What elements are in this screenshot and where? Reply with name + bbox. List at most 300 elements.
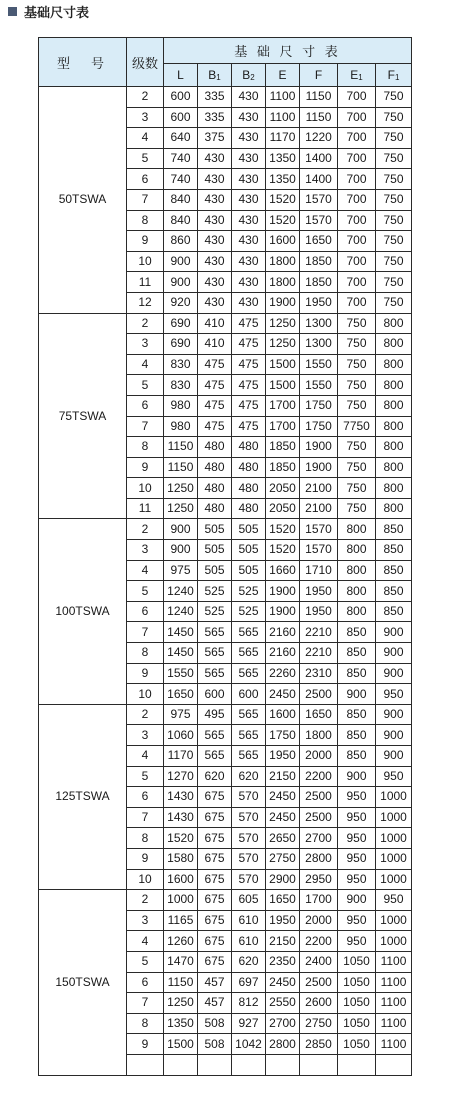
dimension-cell: 1150 [300, 107, 338, 128]
dimension-cell: 620 [232, 766, 266, 787]
column-header-label: E [350, 68, 359, 82]
dimension-cell: 675 [198, 910, 232, 931]
stage-cell: 6 [127, 169, 164, 190]
column-header-label: B [242, 68, 251, 82]
dimension-cell: 600 [164, 107, 198, 128]
dimension-cell: 750 [376, 107, 412, 128]
column-header [164, 64, 198, 87]
dimension-cell: 800 [376, 416, 412, 437]
dimension-cell: 1550 [300, 375, 338, 396]
dimension-cell: 430 [232, 169, 266, 190]
dimension-cell: 675 [198, 787, 232, 808]
column-header-label: F [387, 68, 395, 82]
dimension-cell: 1580 [164, 848, 198, 869]
dimension-cell: 565 [198, 643, 232, 664]
dimension-cell [198, 1054, 232, 1075]
dimension-cell: 430 [232, 210, 266, 231]
stage-cell: 10 [127, 251, 164, 272]
dimension-cell: 840 [164, 189, 198, 210]
dimension-cell: 700 [338, 107, 376, 128]
dimension-cell: 2500 [300, 972, 338, 993]
stage-cell: 11 [127, 272, 164, 293]
dimension-cell: 850 [338, 643, 376, 664]
dimension-cell: 850 [376, 519, 412, 540]
dimension-cell: 900 [376, 746, 412, 767]
dimension-cell: 2800 [300, 848, 338, 869]
dimension-cell: 850 [338, 704, 376, 725]
stage-cell: 8 [127, 437, 164, 458]
dimension-cell: 690 [164, 334, 198, 355]
stage-cell: 4 [127, 128, 164, 149]
dimension-cell: 812 [232, 993, 266, 1014]
dimension-cell [376, 1054, 412, 1075]
dimension-cell: 700 [338, 169, 376, 190]
dimension-cell: 565 [232, 622, 266, 643]
dimension-cell: 900 [376, 704, 412, 725]
dimension-cell: 1000 [376, 807, 412, 828]
dimension-cell: 410 [198, 313, 232, 334]
dimension-cell: 1350 [266, 148, 300, 169]
dimension-cell: 2210 [300, 622, 338, 643]
dimension-cell: 565 [198, 725, 232, 746]
model-header: 型 号 [39, 38, 127, 87]
dimension-cell: 1550 [164, 663, 198, 684]
dimension-cell: 1950 [300, 581, 338, 602]
dimension-cell: 430 [232, 251, 266, 272]
dimension-cell: 900 [164, 251, 198, 272]
dimension-cell: 2650 [266, 828, 300, 849]
column-header-label: F [314, 68, 323, 82]
dimension-cell: 1520 [164, 828, 198, 849]
column-header [338, 64, 376, 87]
stage-cell: 11 [127, 498, 164, 519]
dimension-cell: 2100 [300, 498, 338, 519]
dimension-cell: 430 [198, 148, 232, 169]
dimension-cell: 750 [338, 457, 376, 478]
dimension-cell: 2050 [266, 478, 300, 499]
dimension-cell: 2750 [300, 1013, 338, 1034]
dimension-cell: 620 [232, 951, 266, 972]
dimension-cell: 1570 [300, 189, 338, 210]
dimension-cell: 1050 [338, 972, 376, 993]
dimension-cell: 675 [198, 931, 232, 952]
dimension-cell: 900 [338, 684, 376, 705]
dimension-cell: 1240 [164, 601, 198, 622]
dimension-cell: 1100 [266, 107, 300, 128]
dimension-cell: 950 [338, 787, 376, 808]
stage-cell: 4 [127, 931, 164, 952]
dimension-cell: 375 [198, 128, 232, 149]
stage-cell: 2 [127, 313, 164, 334]
dimension-cell: 740 [164, 169, 198, 190]
stage-cell: 5 [127, 766, 164, 787]
dimension-cell: 2100 [300, 478, 338, 499]
stage-cell: 3 [127, 540, 164, 561]
bullet-square-icon [8, 7, 17, 16]
stage-cell: 7 [127, 416, 164, 437]
stage-cell: 4 [127, 746, 164, 767]
dimension-group-header: 基 础 尺 寸 表 [164, 38, 412, 64]
table-row [39, 313, 412, 334]
column-header [232, 64, 266, 87]
dimension-cell: 430 [198, 169, 232, 190]
dimension-cell: 565 [198, 622, 232, 643]
dimension-cell: 600 [164, 87, 198, 108]
stage-cell: 6 [127, 972, 164, 993]
dimension-cell: 1800 [266, 272, 300, 293]
dimension-cell: 475 [232, 375, 266, 396]
dimension-cell: 475 [232, 416, 266, 437]
column-header [198, 64, 232, 87]
table-row [39, 87, 412, 108]
dimension-cell: 1600 [266, 704, 300, 725]
stage-cell: 8 [127, 1013, 164, 1034]
model-cell: 125TSWA [39, 704, 127, 889]
dimension-cell: 800 [376, 375, 412, 396]
dimension-cell: 1050 [338, 1034, 376, 1055]
dimension-cell: 1000 [376, 787, 412, 808]
dimension-cell: 1550 [300, 354, 338, 375]
dimension-cell: 2450 [266, 787, 300, 808]
dimension-cell: 1950 [300, 601, 338, 622]
stage-cell: 3 [127, 910, 164, 931]
dimension-cell: 1050 [338, 993, 376, 1014]
dimension-cell: 600 [198, 684, 232, 705]
dimension-cell: 475 [232, 334, 266, 355]
dimension-cell: 605 [232, 890, 266, 911]
stage-cell: 9 [127, 1034, 164, 1055]
dimension-cell: 2900 [266, 869, 300, 890]
dimension-cell: 1660 [266, 560, 300, 581]
dimension-cell: 2200 [300, 931, 338, 952]
dimension-cell: 2310 [300, 663, 338, 684]
dimension-cell: 1700 [266, 395, 300, 416]
dimension-cell: 1250 [164, 498, 198, 519]
dimension-cell: 800 [338, 519, 376, 540]
dimension-cell: 1520 [266, 540, 300, 561]
dimension-cell: 525 [198, 581, 232, 602]
dimension-cell: 1520 [266, 519, 300, 540]
dimension-cell: 850 [376, 601, 412, 622]
dimension-cell: 565 [232, 746, 266, 767]
dimension-cell: 750 [376, 251, 412, 272]
dimension-cell: 2500 [300, 684, 338, 705]
stage-cell: 10 [127, 684, 164, 705]
dimension-cell: 700 [338, 272, 376, 293]
dimension-cell: 570 [232, 807, 266, 828]
dimension-cell: 900 [376, 663, 412, 684]
dimension-cell: 1800 [300, 725, 338, 746]
dimension-cell: 1570 [300, 540, 338, 561]
dimension-cell: 1240 [164, 581, 198, 602]
dimension-cell: 1650 [300, 231, 338, 252]
dimension-cell [300, 1054, 338, 1075]
dimension-cell: 900 [376, 622, 412, 643]
column-header-subscript: 1 [394, 73, 400, 82]
stage-cell: 5 [127, 148, 164, 169]
dimension-cell: 850 [376, 540, 412, 561]
dimension-cell: 1050 [338, 951, 376, 972]
dimension-cell: 1450 [164, 643, 198, 664]
dimension-cell: 950 [338, 869, 376, 890]
dimension-cell: 750 [376, 210, 412, 231]
dimension-cell: 2150 [266, 931, 300, 952]
dimension-cell: 1470 [164, 951, 198, 972]
stage-cell: 9 [127, 457, 164, 478]
dimension-cell: 750 [376, 272, 412, 293]
stage-cell: 9 [127, 663, 164, 684]
dimension-cell: 1170 [164, 746, 198, 767]
stage-cell: 4 [127, 354, 164, 375]
dimension-cell: 525 [232, 581, 266, 602]
dimension-cell: 505 [198, 540, 232, 561]
dimension-cell: 1000 [376, 931, 412, 952]
dimension-cell: 920 [164, 292, 198, 313]
dimension-cell: 1500 [164, 1034, 198, 1055]
stage-cell: 2 [127, 87, 164, 108]
dimension-cell: 700 [338, 231, 376, 252]
dimension-cell: 2800 [266, 1034, 300, 1055]
model-cell: 150TSWA [39, 890, 127, 1075]
dimension-cell: 7750 [338, 416, 376, 437]
dimension-cell: 1950 [266, 746, 300, 767]
dimension-cell: 430 [232, 189, 266, 210]
dimension-cell: 1150 [164, 972, 198, 993]
stage-cell: 6 [127, 787, 164, 808]
dimension-cell: 1000 [164, 890, 198, 911]
dimension-cell: 457 [198, 993, 232, 1014]
stage-cell: 8 [127, 828, 164, 849]
dimension-cell: 950 [376, 890, 412, 911]
stage-cell: 10 [127, 869, 164, 890]
dimension-cell: 1850 [300, 251, 338, 272]
column-header-subscript: 1 [216, 73, 221, 82]
dimension-cell: 800 [376, 313, 412, 334]
dimension-cell: 565 [232, 725, 266, 746]
dimension-cell: 1350 [266, 169, 300, 190]
dimension-cell: 505 [198, 519, 232, 540]
section-heading [8, 2, 89, 20]
column-header-label: E [278, 68, 287, 82]
foundation-dimensions-table [38, 37, 412, 1076]
dimension-cell: 690 [164, 313, 198, 334]
dimension-cell: 850 [338, 622, 376, 643]
dimension-cell: 980 [164, 416, 198, 437]
dimension-cell: 565 [232, 704, 266, 725]
dimension-cell: 1350 [164, 1013, 198, 1034]
dimension-cell: 850 [338, 725, 376, 746]
dimension-cell: 750 [338, 334, 376, 355]
dimension-cell: 430 [232, 128, 266, 149]
dimension-cell: 475 [198, 375, 232, 396]
dimension-cell: 2400 [300, 951, 338, 972]
dimension-cell: 1950 [266, 910, 300, 931]
dimension-cell: 2050 [266, 498, 300, 519]
dimension-cell: 1600 [164, 869, 198, 890]
dimension-cell: 750 [376, 128, 412, 149]
stage-cell: 9 [127, 231, 164, 252]
dimension-cell: 2000 [300, 910, 338, 931]
dimension-cell: 480 [232, 478, 266, 499]
dimension-cell: 570 [232, 869, 266, 890]
column-header-subscript: 1 [358, 73, 363, 82]
dimension-cell: 800 [376, 437, 412, 458]
dimension-cell: 430 [198, 272, 232, 293]
dimension-cell [338, 1054, 376, 1075]
stage-cell: 5 [127, 375, 164, 396]
dimension-cell: 900 [338, 890, 376, 911]
dimension-cell [266, 1054, 300, 1075]
dimension-cell: 1000 [376, 848, 412, 869]
dimension-cell: 475 [198, 416, 232, 437]
dimension-cell: 1042 [232, 1034, 266, 1055]
dimension-cell: 430 [232, 272, 266, 293]
dimension-cell: 525 [232, 601, 266, 622]
dimension-cell: 480 [198, 478, 232, 499]
dimension-cell: 565 [232, 663, 266, 684]
dimension-cell: 1060 [164, 725, 198, 746]
dimension-cell: 750 [376, 87, 412, 108]
dimension-cell: 1260 [164, 931, 198, 952]
dimension-cell: 430 [232, 292, 266, 313]
dimension-cell: 430 [232, 107, 266, 128]
dimension-cell: 850 [376, 560, 412, 581]
stage-cell: 2 [127, 519, 164, 540]
stage-cell: 12 [127, 292, 164, 313]
dimension-cell: 900 [164, 540, 198, 561]
stage-cell: 10 [127, 478, 164, 499]
dimension-cell: 950 [338, 848, 376, 869]
dimension-cell [164, 1054, 198, 1075]
column-header-label: B [208, 68, 217, 82]
dimension-cell: 2700 [300, 828, 338, 849]
dimension-cell: 1150 [300, 87, 338, 108]
column-header [266, 64, 300, 87]
column-header-label: L [177, 68, 184, 82]
dimension-cell: 2950 [300, 869, 338, 890]
dimension-cell: 975 [164, 560, 198, 581]
dimension-cell: 1750 [300, 395, 338, 416]
dimension-cell: 800 [338, 560, 376, 581]
dimension-cell: 430 [198, 231, 232, 252]
dimension-cell: 740 [164, 148, 198, 169]
dimension-cell: 1570 [300, 210, 338, 231]
stage-cell: 8 [127, 210, 164, 231]
dimension-cell: 927 [232, 1013, 266, 1034]
dimension-cell: 610 [232, 931, 266, 952]
dimension-cell: 700 [338, 210, 376, 231]
dimension-cell: 335 [198, 107, 232, 128]
dimension-cell: 800 [338, 601, 376, 622]
dimension-cell: 1000 [376, 869, 412, 890]
dimension-cell: 1600 [266, 231, 300, 252]
dimension-cell: 475 [232, 313, 266, 334]
dimension-cell: 570 [232, 828, 266, 849]
dimension-cell: 1430 [164, 807, 198, 828]
dimension-cell: 800 [376, 354, 412, 375]
dimension-cell: 750 [376, 292, 412, 313]
dimension-cell: 750 [338, 354, 376, 375]
dimension-cell: 1300 [300, 313, 338, 334]
dimension-cell: 750 [376, 231, 412, 252]
dimension-cell: 700 [338, 189, 376, 210]
dimension-cell: 900 [164, 519, 198, 540]
dimension-cell: 1700 [266, 416, 300, 437]
dimension-cell: 800 [338, 581, 376, 602]
dimension-cell: 700 [338, 292, 376, 313]
dimension-cell: 1100 [376, 1034, 412, 1055]
stage-cell: 3 [127, 725, 164, 746]
column-header [300, 64, 338, 87]
dimension-cell: 1270 [164, 766, 198, 787]
dimension-cell: 505 [198, 560, 232, 581]
dimension-cell: 1300 [300, 334, 338, 355]
dimension-cell: 1850 [300, 272, 338, 293]
dimension-cell: 2200 [300, 766, 338, 787]
stage-cell: 7 [127, 993, 164, 1014]
dimension-cell: 2160 [266, 643, 300, 664]
dimension-cell: 508 [198, 1034, 232, 1055]
table-row [39, 519, 412, 540]
dimension-cell: 1450 [164, 622, 198, 643]
dimension-cell: 475 [198, 354, 232, 375]
stage-cell: 7 [127, 622, 164, 643]
dimension-cell: 1650 [164, 684, 198, 705]
dimension-cell [232, 1054, 266, 1075]
dimension-cell: 975 [164, 704, 198, 725]
stage-cell: 5 [127, 581, 164, 602]
dimension-cell: 475 [232, 395, 266, 416]
dimension-cell: 570 [232, 848, 266, 869]
dimension-cell: 430 [198, 189, 232, 210]
dimension-cell: 1100 [376, 972, 412, 993]
stage-cell: 2 [127, 704, 164, 725]
stage-cell: 5 [127, 951, 164, 972]
dimension-cell: 675 [198, 951, 232, 972]
stage-cell: 7 [127, 807, 164, 828]
dimension-cell: 1400 [300, 169, 338, 190]
dimension-cell: 750 [376, 148, 412, 169]
stage-cell: 3 [127, 107, 164, 128]
dimension-cell: 1900 [266, 581, 300, 602]
dimension-cell: 1165 [164, 910, 198, 931]
dimension-cell: 675 [198, 828, 232, 849]
dimension-cell: 750 [338, 375, 376, 396]
dimension-cell: 750 [338, 478, 376, 499]
dimension-cell: 620 [198, 766, 232, 787]
dimension-cell: 1900 [266, 601, 300, 622]
dimension-cell: 1900 [300, 437, 338, 458]
dimension-cell: 950 [376, 684, 412, 705]
stage-cell: 3 [127, 334, 164, 355]
dimension-cell: 1430 [164, 787, 198, 808]
dimension-cell: 675 [198, 890, 232, 911]
dimension-cell: 1100 [266, 87, 300, 108]
dimension-cell: 480 [198, 498, 232, 519]
dimension-cell: 2450 [266, 807, 300, 828]
dimension-cell: 480 [232, 498, 266, 519]
dimension-cell: 2350 [266, 951, 300, 972]
dimension-cell: 830 [164, 375, 198, 396]
dimension-cell: 430 [232, 148, 266, 169]
dimension-cell: 800 [338, 540, 376, 561]
dimension-cell: 800 [376, 457, 412, 478]
dimension-cell: 1250 [164, 478, 198, 499]
dimension-cell: 675 [198, 848, 232, 869]
dimension-cell: 900 [338, 766, 376, 787]
dimension-cell: 1570 [300, 519, 338, 540]
dimension-cell: 1900 [300, 457, 338, 478]
